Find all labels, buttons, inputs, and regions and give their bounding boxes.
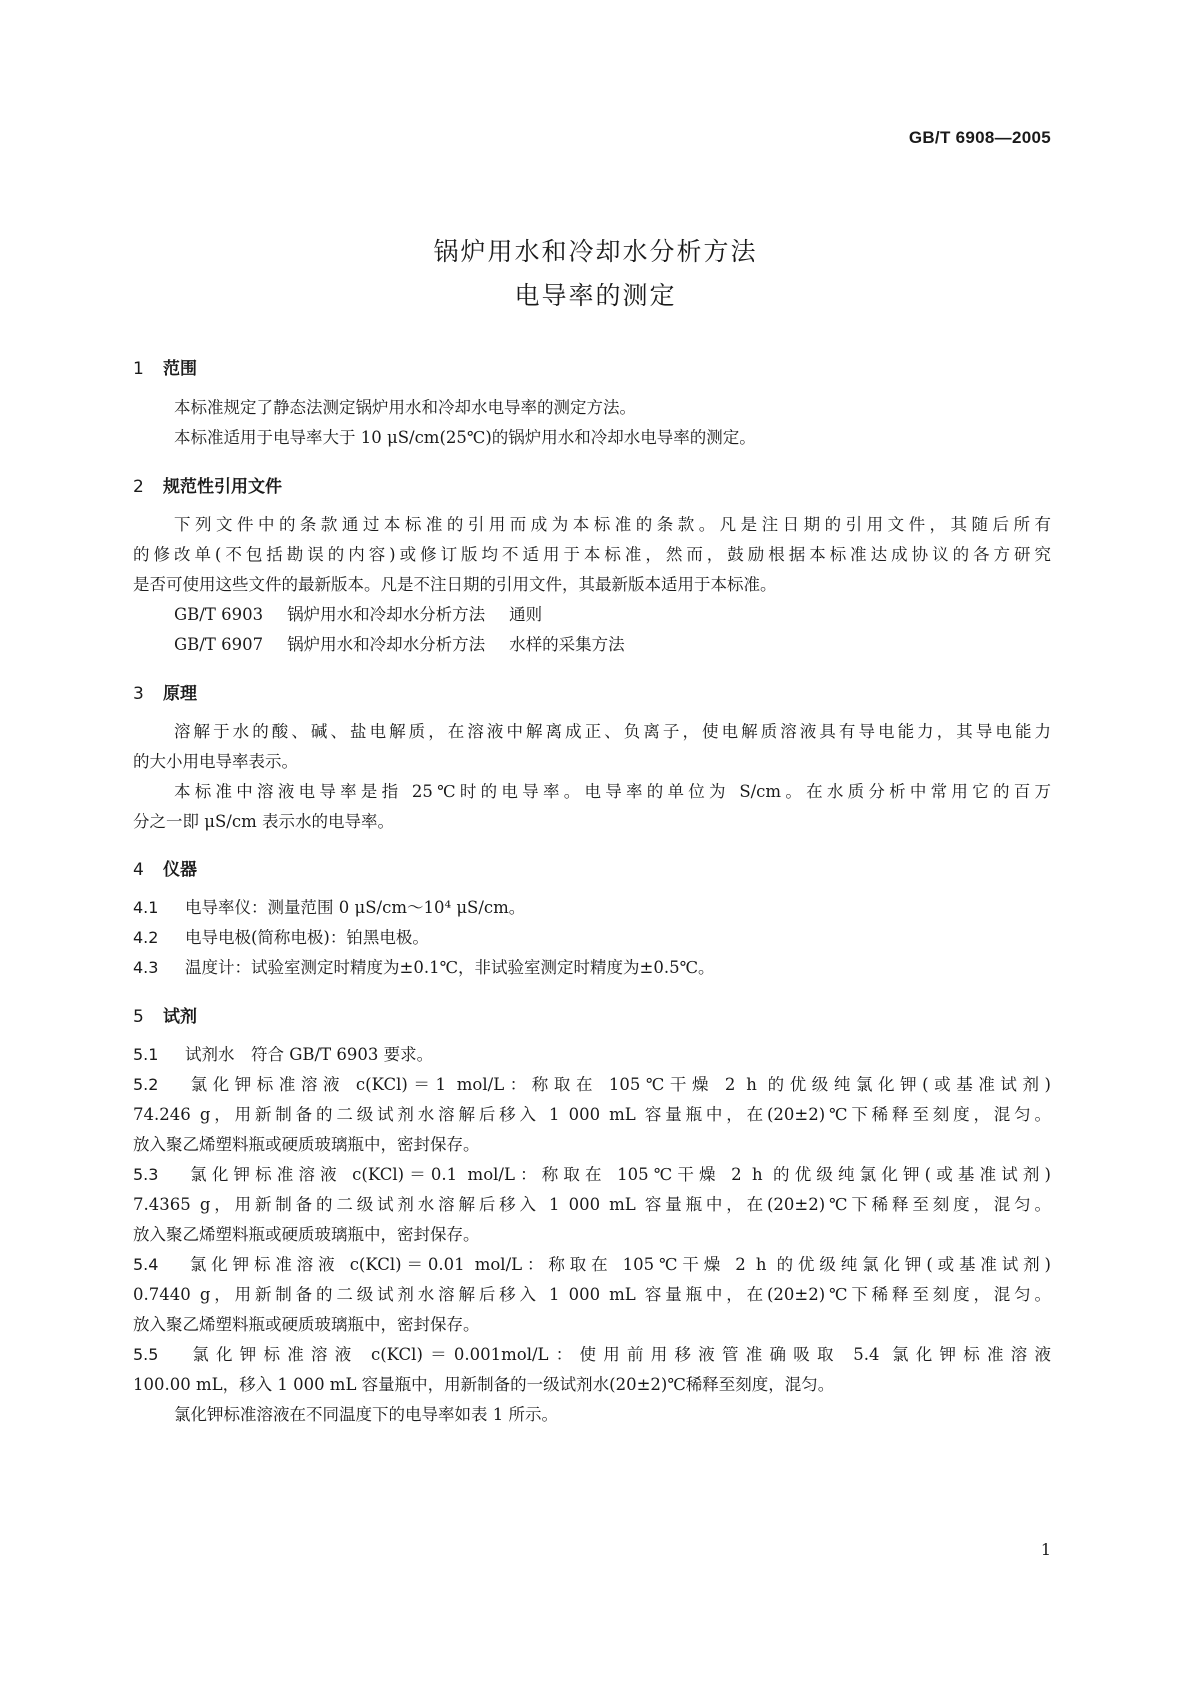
section-number: 3	[133, 684, 144, 704]
item-number: 4.1	[133, 898, 159, 917]
reagent-item	[133, 1255, 1051, 1275]
item-number: 5.5	[133, 1345, 159, 1364]
apparatus-item	[133, 958, 715, 978]
section-number: 5	[133, 1007, 144, 1027]
paragraph-line: 氯化钾标准溶液在不同温度下的电导率如表 1 所示。	[174, 1405, 558, 1424]
page-number: 1	[1040, 1540, 1051, 1559]
section-title: 原理	[163, 684, 197, 704]
paragraph-line: 溶解于水的酸、碱、盐电解质，在溶液中解离成正、负离子，使电解质溶液具有导电能力，其导电能力	[174, 722, 1051, 741]
section-number: 1	[133, 359, 144, 379]
paragraph-line: 的大小用电导率表示。	[133, 752, 298, 771]
reagent-item	[133, 1045, 433, 1065]
item-number: 4.3	[133, 958, 159, 977]
section-heading-normative-references	[133, 472, 282, 497]
reference-title: 锅炉用水和冷却水分析方法	[287, 635, 486, 654]
paragraph-line: 74.246 g，用新制备的二级试剂水溶解后移入 1 000 mL 容量瓶中，在(20±2)℃下稀释至刻度，混匀。	[133, 1105, 1051, 1124]
item-number: 4.2	[133, 928, 159, 947]
item-number: 5.4	[133, 1255, 159, 1274]
item-number: 5.3	[133, 1165, 159, 1184]
paragraph-line: 放入聚乙烯塑料瓶或硬质玻璃瓶中，密封保存。	[133, 1225, 480, 1244]
reference-code: GB/T 6903	[174, 605, 264, 624]
item-text: 氯化钾标准溶液 c(KCl)＝0.01 mol/L：称取在 105℃干燥 2 h 的优级纯氯化钾(或基准试剂)	[185, 1255, 1051, 1274]
paragraph-line: 100.00 mL，移入 1 000 mL 容量瓶中，用新制备的一级试剂水(20±2)℃稀释至刻度，混匀。	[133, 1375, 835, 1394]
reagent-item	[133, 1165, 1051, 1185]
section-heading-reagents	[133, 1002, 197, 1027]
paragraph-line: 0.7440 g，用新制备的二级试剂水溶解后移入 1 000 mL 容量瓶中，在(20±2)℃下稀释至刻度，混匀。	[133, 1285, 1051, 1304]
section-title: 范围	[163, 359, 197, 379]
paragraph-line: 本标准适用于电导率大于 10 μS/cm(25℃)的锅炉用水和冷却水电导率的测定。	[174, 428, 756, 447]
standard-code: GB/T 6908—2005	[908, 128, 1051, 147]
apparatus-item	[133, 898, 525, 918]
item-text: 电导率仪：测量范围 0 μS/cm～10⁴ μS/cm。	[185, 898, 526, 917]
paragraph-line: 分之一即 μS/cm 表示水的电导率。	[133, 812, 394, 831]
paragraph-line: 是否可使用这些文件的最新版本。凡是不注日期的引用文件，其最新版本适用于本标准。	[133, 575, 777, 594]
paragraph-line: 的修改单(不包括勘误的内容)或修订版均不适用于本标准，然而，鼓励根据本标准达成协议的各方研究	[133, 545, 1051, 564]
section-heading-apparatus	[133, 855, 197, 880]
reagent-item	[133, 1345, 1051, 1365]
section-title: 仪器	[163, 860, 197, 880]
paragraph-line: 本标准中溶液电导率是指 25℃时的电导率。电导率的单位为 S/cm。在水质分析中常用它的百万	[174, 782, 1051, 801]
section-title: 规范性引用文件	[163, 477, 282, 497]
item-text: 氯化钾标准溶液 c(KCl)＝0.1 mol/L：称取在 105℃干燥 2 h 的优级纯氯化钾(或基准试剂)	[185, 1165, 1051, 1184]
item-text: 氯化钾标准溶液 c(KCl)＝1 mol/L：称取在 105℃干燥 2 h 的优级纯氯化钾(或基准试剂)	[185, 1075, 1051, 1094]
item-number: 5.2	[133, 1075, 159, 1094]
section-heading-principle	[133, 679, 197, 704]
section-number: 2	[133, 477, 144, 497]
section-title: 试剂	[163, 1007, 197, 1027]
section-number: 4	[133, 860, 144, 880]
paragraph-line: 放入聚乙烯塑料瓶或硬质玻璃瓶中，密封保存。	[133, 1315, 480, 1334]
document-subtitle: 电导率的测定	[514, 281, 677, 310]
item-number: 5.1	[133, 1045, 159, 1064]
paragraph-line: 7.4365 g，用新制备的二级试剂水溶解后移入 1 000 mL 容量瓶中，在(20±2)℃下稀释至刻度，混匀。	[133, 1195, 1051, 1214]
section-heading-scope	[133, 354, 197, 379]
reference-item	[174, 605, 542, 625]
reference-item	[174, 635, 625, 655]
item-text: 试剂水 符合 GB/T 6903 要求。	[185, 1045, 434, 1064]
reference-title: 锅炉用水和冷却水分析方法	[287, 605, 486, 624]
paragraph-line: 放入聚乙烯塑料瓶或硬质玻璃瓶中，密封保存。	[133, 1135, 480, 1154]
item-text: 温度计：试验室测定时精度为±0.1℃，非试验室测定时精度为±0.5℃。	[185, 958, 715, 977]
apparatus-item	[133, 928, 429, 948]
reagent-item	[133, 1075, 1051, 1095]
reference-subtitle: 通则	[509, 605, 543, 624]
paragraph-line: 本标准规定了静态法测定锅炉用水和冷却水电导率的测定方法。	[174, 398, 636, 417]
paragraph-line: 下列文件中的条款通过本标准的引用而成为本标准的条款。凡是注日期的引用文件，其随后所有	[174, 515, 1051, 534]
reference-subtitle: 水样的采集方法	[509, 635, 625, 654]
item-text: 电导电极(简称电极)：铂黑电极。	[185, 928, 429, 947]
document-title: 锅炉用水和冷却水分析方法	[433, 237, 758, 266]
reference-code: GB/T 6907	[174, 635, 264, 654]
item-text: 氯化钾标准溶液 c(KCl)＝0.001mol/L：使用前用移液管准确吸取 5.4 氯化钾标准溶液	[185, 1345, 1051, 1364]
